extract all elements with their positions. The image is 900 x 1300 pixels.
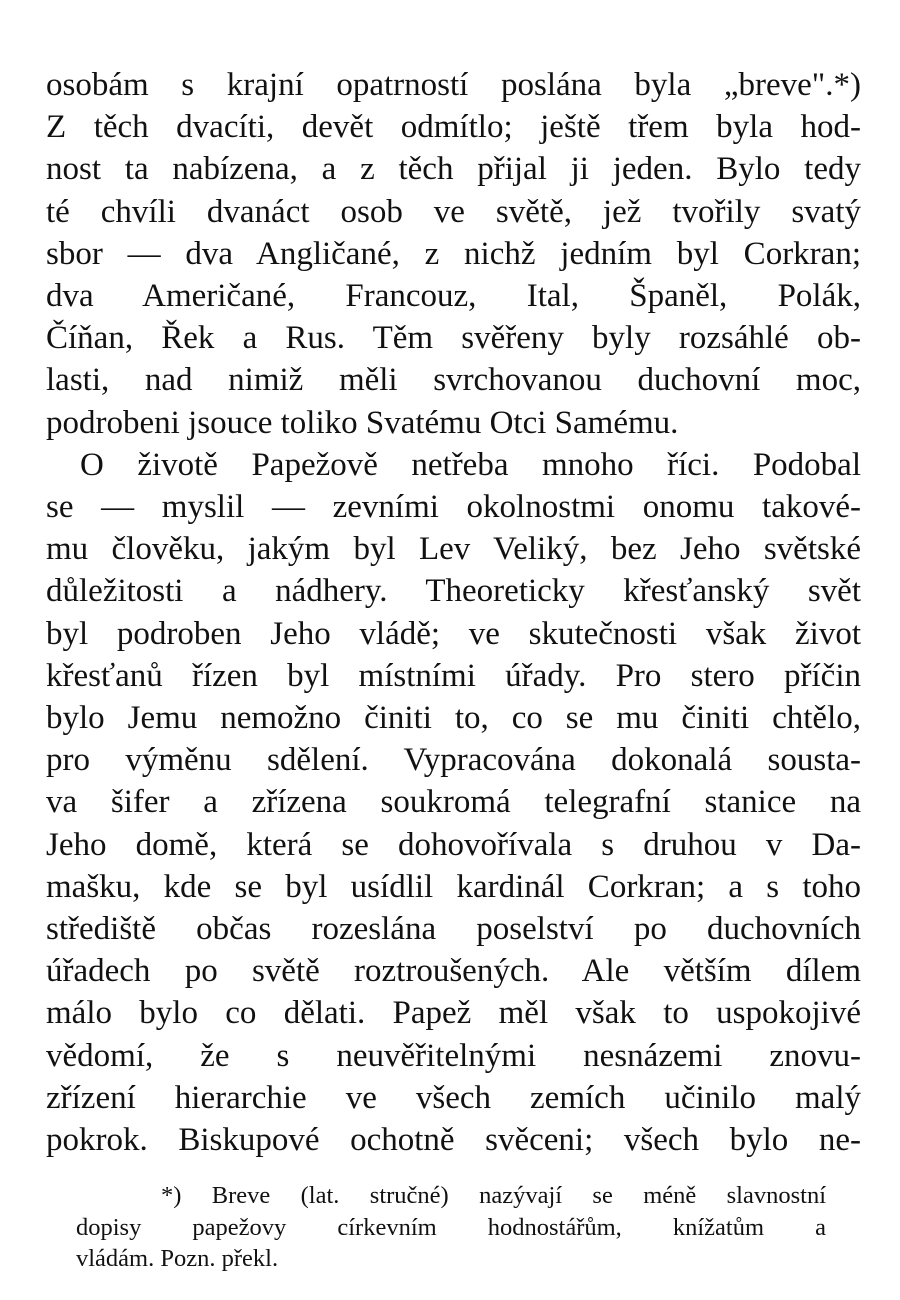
footnote-line: dopisy papežovy církevním hodnostářům, knížatům a [76,1213,826,1241]
footnote [46,1180,826,1275]
text-line: té chvíli dvanáct osob ve světě, jež tvořily svatý [46,193,861,230]
text-line: sbor — dva Angličané, z nichž jedním byl Corkran; [46,235,861,272]
text-line: nost ta nabízena, a z těch přijal ji jeden. Bylo tedy [46,151,861,188]
text-line: mašku, kde se byl usídlil kardinál Corkran; a s toho [46,868,861,905]
paragraph-start-line: O životě Papežově netřeba mnoho říci. Podobal [80,446,861,483]
text-line: úřadech po světě roztroušených. Ale větším dílem [46,953,861,990]
text-line: va šifer a zřízena soukromá telegrafní stanice na [46,784,861,821]
text-line: Jeho domě, která se dohovořívala s druhou v Da- [46,826,861,863]
text-line: byl podroben Jeho vládě; ve skutečnosti však život [46,615,861,652]
text-line: osobám s krajní opatrností poslána byla „breve".*) [46,67,861,103]
text-line: křesťanů řízen byl místními úřady. Pro stero příčin [46,657,861,694]
text-line: bylo Jemu nemožno činiti to, co se mu činiti chtělo, [46,700,861,737]
text-line: důležitosti a nádhery. Theoreticky křesťanský svět [46,573,861,610]
text-line: zřízení hierarchie ve všech zemích učinilo malý [46,1079,861,1116]
text-line: vědomí, že s neuvěřitelnými nesnázemi znovu- [46,1037,861,1074]
main-text-body [46,64,861,1161]
text-line: dva Američané, Francouz, Ital, Španěl, Polák, [46,278,861,315]
footnote-line: *) Breve (lat. stručné) nazývají se méně slavnostní [161,1182,826,1209]
text-line: mu člověku, jakým byl Lev Veliký, bez Jeho světské [46,531,861,568]
text-line: málo bylo co dělati. Papež měl však to uspokojivé [46,995,861,1032]
text-line: lasti, nad nimiž měli svrchovanou duchovní moc, [46,362,861,399]
text-line: střediště občas rozeslána poselství po duchovních [46,911,861,948]
text-line: Z těch dvacíti, devět odmítlo; ještě třem byla hod- [46,109,861,146]
footnote-line: vládám. Pozn. překl. [76,1245,279,1272]
paragraph-end-line: podrobeni jsouce toliko Svatému Otci Samému. [46,404,679,441]
text-line: pro výměnu sdělení. Vypracována dokonalá sousta- [46,742,861,779]
text-line: Číňan, Řek a Rus. Těm svěřeny byly rozsáhlé ob- [46,320,861,357]
text-line: pokrok. Biskupové ochotně svěceni; všech bylo ne- [46,1122,861,1159]
text-line: se — myslil — zevními okolnostmi onomu takové- [46,489,861,526]
